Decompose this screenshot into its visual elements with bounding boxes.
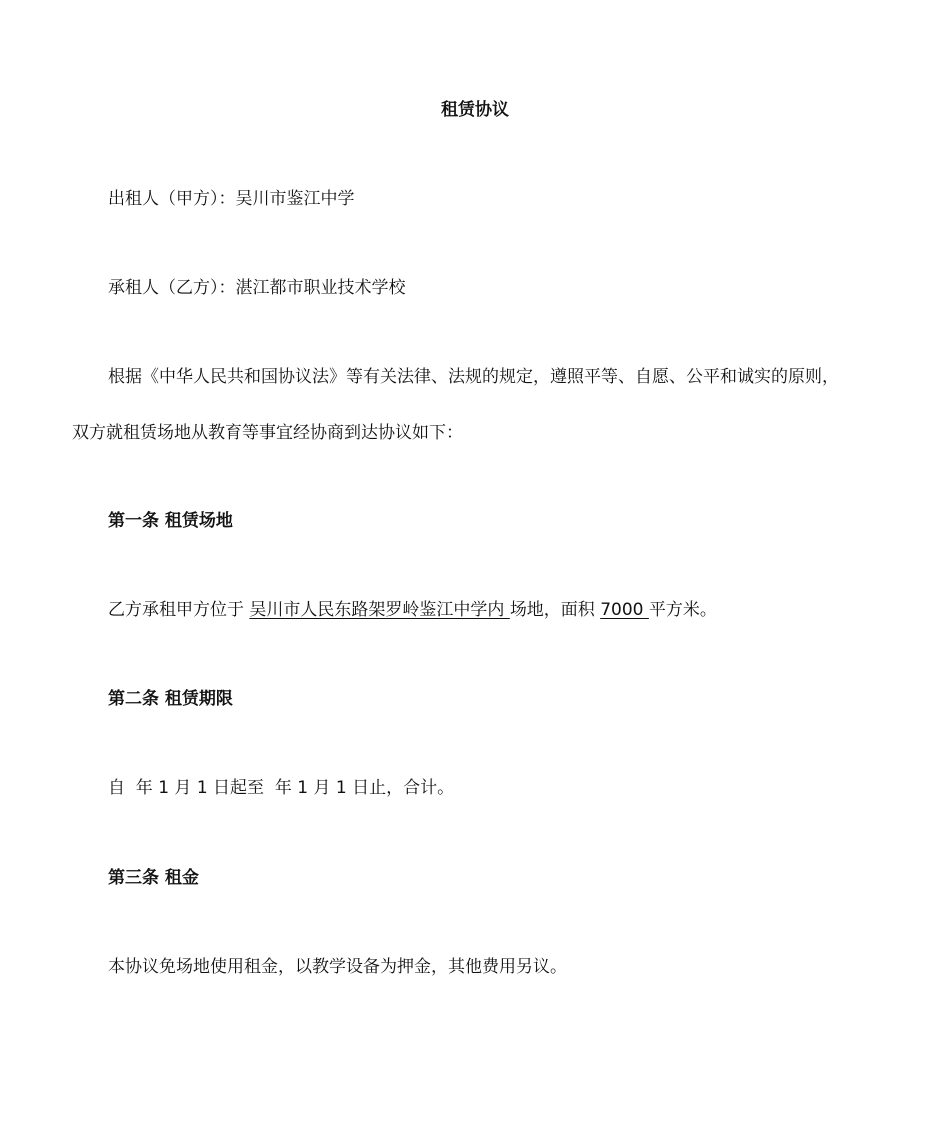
article-1-body xyxy=(108,598,717,622)
article-1-area: 7000 xyxy=(600,600,649,620)
document-title: 租赁协议 xyxy=(441,100,509,120)
article-1-location: 吴川市人民东路架罗岭鉴江中学内 xyxy=(249,600,510,620)
article-3-body: 本协议免场地使用租金，以教学设备为押金，其他费用另议。 xyxy=(108,957,567,977)
article-1-heading: 第一条 租赁场地 xyxy=(108,511,233,531)
article-1-middle: 场地，面积 xyxy=(509,600,601,620)
article-3-heading: 第三条 租金 xyxy=(108,868,199,888)
lessee-line: 承租人（乙方）：湛江都市职业技术学校 xyxy=(108,278,406,298)
article-1-suffix: 平方米。 xyxy=(648,600,717,620)
article-1-prefix: 乙方承租甲方位于 xyxy=(108,600,250,620)
article-2-body: 自 年 1 月 1 日起至 年 1 月 1 日止，合计。 xyxy=(108,778,455,798)
lessor-line: 出租人（甲方）：吴川市鉴江中学 xyxy=(108,189,355,209)
intro-paragraph-line-1: 根据《中华人民共和国协议法》等有关法律、法规的规定，遵照平等、自愿、公平和诚实的原则， xyxy=(108,367,839,387)
intro-paragraph-line-2: 双方就租赁场地从教育等事宜经协商到达协议如下： xyxy=(72,423,463,443)
article-2-heading: 第二条 租赁期限 xyxy=(108,689,233,709)
